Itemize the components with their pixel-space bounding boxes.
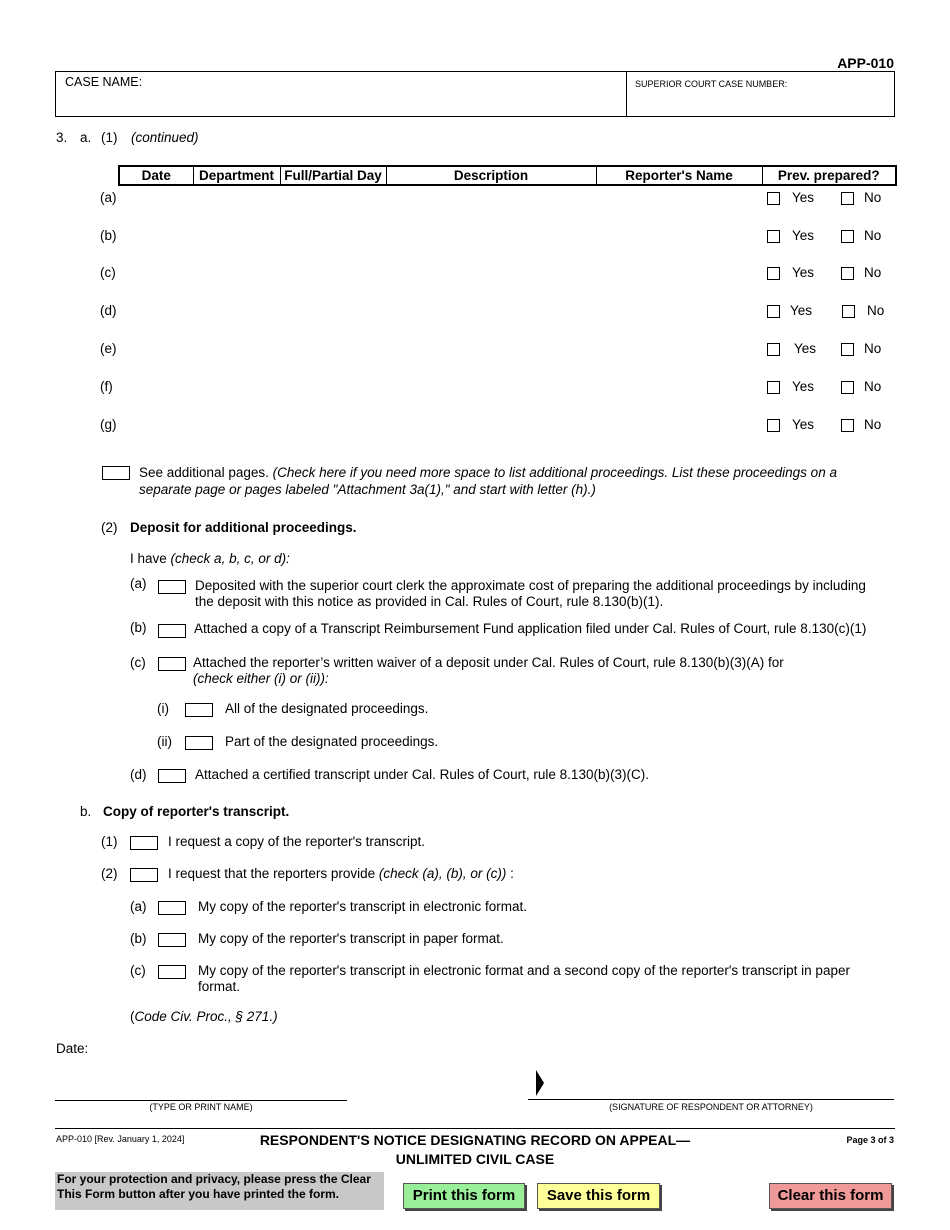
deposit-ci-text: All of the designated proceedings. (225, 701, 429, 716)
copy-2-text-main: I request that the reporters provide (168, 866, 376, 881)
no-checkbox[interactable] (841, 419, 854, 432)
copy-letter: b. (80, 804, 92, 819)
table-row (0, 341, 950, 361)
privacy-line-2: This Form button after you have printed the form. (57, 1187, 340, 1201)
table-row (0, 303, 950, 323)
deposit-cii-label: (ii) (157, 734, 172, 749)
row-label: (e) (100, 341, 117, 356)
name-line[interactable] (55, 1100, 347, 1101)
deposit-d-label: (d) (130, 767, 147, 782)
yes-label: Yes (792, 265, 815, 280)
no-checkbox[interactable] (841, 381, 854, 394)
yes-checkbox[interactable] (767, 381, 780, 394)
no-label: No (864, 379, 882, 394)
footer-title-line-1: RESPONDENT'S NOTICE DESIGNATING RECORD ON APPEAL— (259, 1132, 691, 1148)
deposit-cii-text: Part of the designated proceedings. (225, 734, 439, 749)
deposit-c-label: (c) (130, 655, 146, 670)
col-full-partial: Full/Partial Day (280, 166, 386, 185)
copy-2c-line-2: format. (198, 979, 241, 994)
item-letter: a. (80, 130, 92, 145)
deposit-a-label: (a) (130, 576, 147, 591)
yes-label: Yes (792, 417, 815, 432)
copy-2c-label: (c) (130, 963, 146, 978)
proceedings-table-header (118, 165, 897, 186)
deposit-a-line-2: the deposit with this notice as provided in Cal. Rules of Court, rule 8.130(b)(1). (195, 594, 664, 609)
code-reference (130, 1009, 278, 1024)
row-label: (a) (100, 190, 117, 205)
print-button[interactable]: Print this form (403, 1183, 525, 1209)
footer-title (175, 1131, 775, 1169)
deposit-ci-checkbox[interactable] (185, 703, 213, 717)
yes-label: Yes (792, 228, 815, 243)
date-label: Date: (56, 1041, 89, 1056)
deposit-c-text (193, 655, 784, 687)
footer-page: Page 3 of 3 (846, 1135, 894, 1145)
deposit-title: Deposit for additional proceedings. (130, 520, 357, 535)
i-have-label: I have (130, 551, 167, 566)
footer-rule (55, 1128, 895, 1129)
deposit-c-line-1: Attached the reporter’s written waiver of a deposit under Cal. Rules of Court, rule 8.130(b)(3)(A) for (193, 655, 784, 670)
item-sub: (1) (101, 130, 118, 145)
copy-1-checkbox[interactable] (130, 836, 158, 850)
check-instruction: (check a, b, c, or d): (170, 551, 290, 566)
form-id: APP-010 (837, 55, 894, 71)
copy-title: Copy of reporter's transcript. (103, 804, 290, 819)
yes-checkbox[interactable] (767, 343, 780, 356)
yes-checkbox[interactable] (767, 192, 780, 205)
deposit-c-line-2: (check either (i) or (ii)): (193, 671, 329, 686)
yes-checkbox[interactable] (767, 419, 780, 432)
yes-label: Yes (792, 379, 815, 394)
deposit-d-checkbox[interactable] (158, 769, 186, 783)
save-button[interactable]: Save this form (537, 1183, 660, 1209)
table-row (0, 265, 950, 285)
col-department: Department (193, 166, 280, 185)
signature-line[interactable] (528, 1099, 894, 1100)
no-label: No (867, 303, 885, 318)
item-number: 3. (56, 130, 68, 145)
case-name-label: CASE NAME: (65, 75, 143, 89)
code-open: ( (130, 1009, 135, 1024)
row-label: (c) (100, 265, 116, 280)
deposit-a-line-1: Deposited with the superior court clerk the approximate cost of preparing the additional proceedings by including (195, 578, 866, 593)
signature-caption: (SIGNATURE OF RESPONDENT OR ATTORNEY) (609, 1102, 813, 1112)
deposit-b-checkbox[interactable] (158, 624, 186, 638)
row-label: (g) (100, 417, 117, 432)
footer-rev: APP-010 [Rev. January 1, 2024] (56, 1134, 185, 1144)
copy-1-text: I request a copy of the reporter's transcript. (168, 834, 425, 849)
copy-2-checkbox[interactable] (130, 868, 158, 882)
no-checkbox[interactable] (842, 305, 855, 318)
copy-1-label: (1) (101, 834, 118, 849)
deposit-cii-checkbox[interactable] (185, 736, 213, 750)
case-number-label: SUPERIOR COURT CASE NUMBER: (635, 79, 788, 89)
no-checkbox[interactable] (841, 267, 854, 280)
row-label: (b) (100, 228, 117, 243)
deposit-b-text: Attached a copy of a Transcript Reimbursement Fund application filed under Cal. Rules of Court, rule 8.130(c)(1) (194, 621, 867, 636)
yes-label: Yes (794, 341, 817, 356)
table-row (0, 190, 950, 210)
no-label: No (864, 417, 882, 432)
no-checkbox[interactable] (841, 230, 854, 243)
table-row (0, 379, 950, 399)
no-checkbox[interactable] (841, 343, 854, 356)
copy-2c-text (198, 963, 850, 995)
code-ref: Code Civ. Proc., § 271.) (134, 1009, 278, 1024)
privacy-line-1: For your protection and privacy, please press the Clear (57, 1172, 371, 1186)
copy-2a-label: (a) (130, 899, 147, 914)
signature-arrow-icon (536, 1070, 544, 1096)
copy-2-text (168, 866, 514, 881)
no-label: No (864, 228, 882, 243)
no-label: No (864, 341, 882, 356)
additional-pages-label: See additional pages. (139, 465, 269, 480)
footer-title-line-2: UNLIMITED CIVIL CASE (395, 1151, 555, 1167)
no-label: No (864, 265, 882, 280)
case-name-box[interactable] (55, 71, 627, 117)
copy-2-colon: : (506, 866, 514, 881)
deposit-instruction (130, 551, 290, 566)
no-label: No (864, 190, 882, 205)
col-description: Description (386, 166, 596, 185)
yes-checkbox[interactable] (767, 230, 780, 243)
additional-pages-checkbox[interactable] (102, 466, 130, 480)
copy-2b-label: (b) (130, 931, 147, 946)
deposit-b-label: (b) (130, 620, 147, 635)
col-date: Date (119, 166, 193, 185)
copy-2-check: (check (a), (b), or (c)) (378, 866, 507, 881)
table-row (0, 228, 950, 248)
col-prev-prepared: Prev. prepared? (762, 166, 896, 185)
deposit-d-text: Attached a certified transcript under Cal. Rules of Court, rule 8.130(b)(3)(C). (195, 767, 649, 782)
name-caption: (TYPE OR PRINT NAME) (149, 1102, 253, 1112)
table-row (0, 417, 950, 437)
deposit-a-checkbox[interactable] (158, 580, 186, 594)
row-label: (f) (100, 379, 113, 394)
additional-pages-note-1: (Check here if you need more space to list additional proceedings. List these proceedings on a (272, 465, 837, 480)
deposit-c-checkbox[interactable] (158, 657, 186, 671)
row-label: (d) (100, 303, 117, 318)
deposit-number: (2) (101, 520, 118, 535)
copy-2b-checkbox[interactable] (158, 933, 186, 947)
col-reporter: Reporter's Name (596, 166, 762, 185)
deposit-ci-label: (i) (157, 701, 169, 716)
additional-pages-text (139, 464, 899, 498)
copy-2c-checkbox[interactable] (158, 965, 186, 979)
no-checkbox[interactable] (841, 192, 854, 205)
continued-label: (continued) (131, 130, 199, 145)
deposit-a-text (195, 578, 866, 610)
yes-label: Yes (790, 303, 813, 318)
copy-2b-text: My copy of the reporter's transcript in paper format. (198, 931, 504, 946)
yes-label: Yes (792, 190, 815, 205)
privacy-notice (55, 1172, 384, 1210)
case-number-box[interactable] (626, 71, 895, 117)
additional-pages-note-2: separate page or pages labeled "Attachment 3a(1)," and start with letter (h).) (139, 482, 596, 497)
copy-2-label: (2) (101, 866, 118, 881)
yes-checkbox[interactable] (767, 267, 780, 280)
copy-2a-checkbox[interactable] (158, 901, 186, 915)
copy-2a-text: My copy of the reporter's transcript in electronic format. (198, 899, 527, 914)
copy-2c-line-1: My copy of the reporter's transcript in electronic format and a second copy of the reporter's transcript in paper (198, 963, 850, 978)
yes-checkbox[interactable] (767, 305, 780, 318)
clear-button[interactable]: Clear this form (769, 1183, 892, 1209)
